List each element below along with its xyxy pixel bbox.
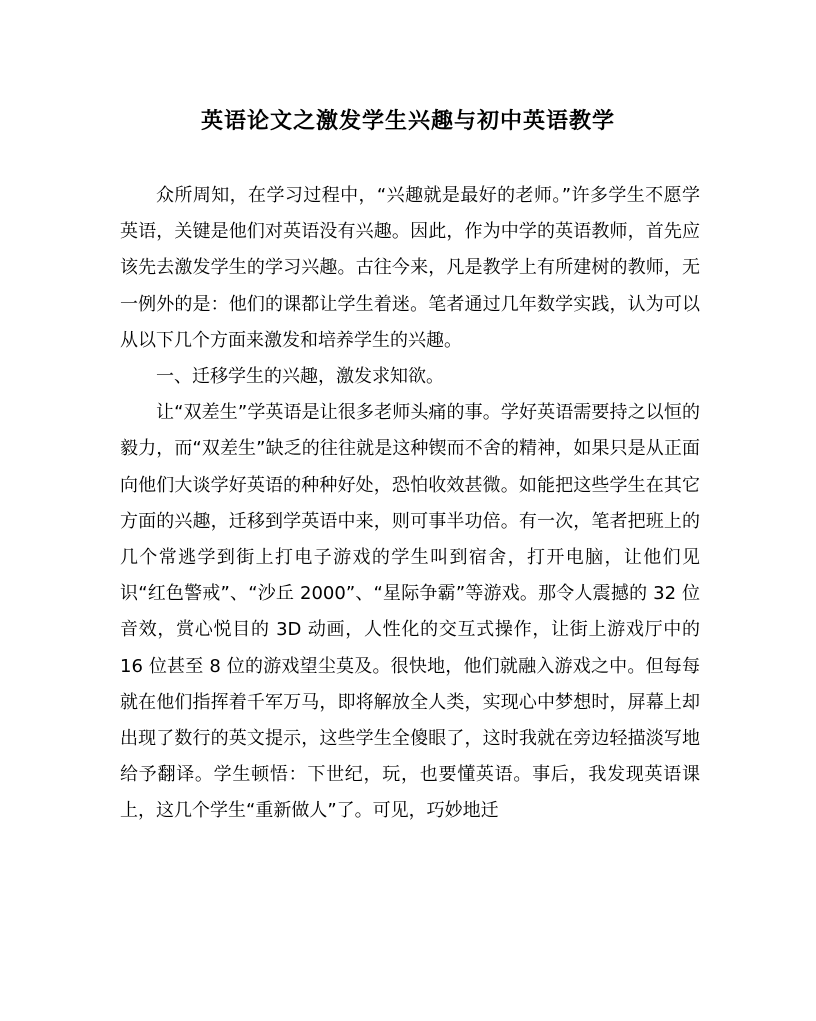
paragraph-intro: 众所周知，在学习过程中，“兴趣就是最好的老师。”许多学生不愿学英语，关键是他们对英语没有兴趣。因此，作为中学的英语教师，首先应该先去激发学生的学习兴趣。古往今来，凡是教学上有所建树的教师，无一例外的是：他们的课都让学生着迷。笔者通过几年数学实践，认为可以从以下几个方面来激发和培养学生的兴趣。	[120, 185, 700, 351]
paragraph-example: 让“双差生”学英语是让很多老师头痛的事。学好英语需要持之以恒的毅力，而“双差生”缺乏的往往就是这种锲而不舍的精神，如果只是从正面向他们大谈学好英语的种种好处，恐怕收效甚微。如能把这些学生在其它方面的兴趣，迁移到学英语中来，则可事半功倍。有一次，笔者把班上的几个常逃学到街上打电子游戏的学生叫到宿舍，打开电脑，让他们见识“红色警戒”、“沙丘 2000”、“星际争霸”等游戏。那令人震撼的 32 位音效，赏心悦目的 3D 动画，人性化的交互式操作，让街上游戏厅中的 16 位甚至 8 位的游戏望尘莫及。很快地，他们就融入游戏之中。但每每就在他们指挥着千军万马，即将解放全人类，实现心中梦想时，屏幕上却出现了数行的英文提示，这些学生全傻眼了，这时我就在旁边轻描淡写地给予翻译。学生顿悟：下世纪，玩，也要懂英语。事后，我发现英语课上，这几个学生“重新做人”了。可见，巧妙地迁	[120, 402, 700, 822]
section-heading-1: 一、迁移学生的兴趣，激发求知欲。	[156, 366, 444, 388]
document-title: 英语论文之激发学生兴趣与初中英语教学	[200, 108, 615, 134]
document-body	[120, 178, 700, 830]
